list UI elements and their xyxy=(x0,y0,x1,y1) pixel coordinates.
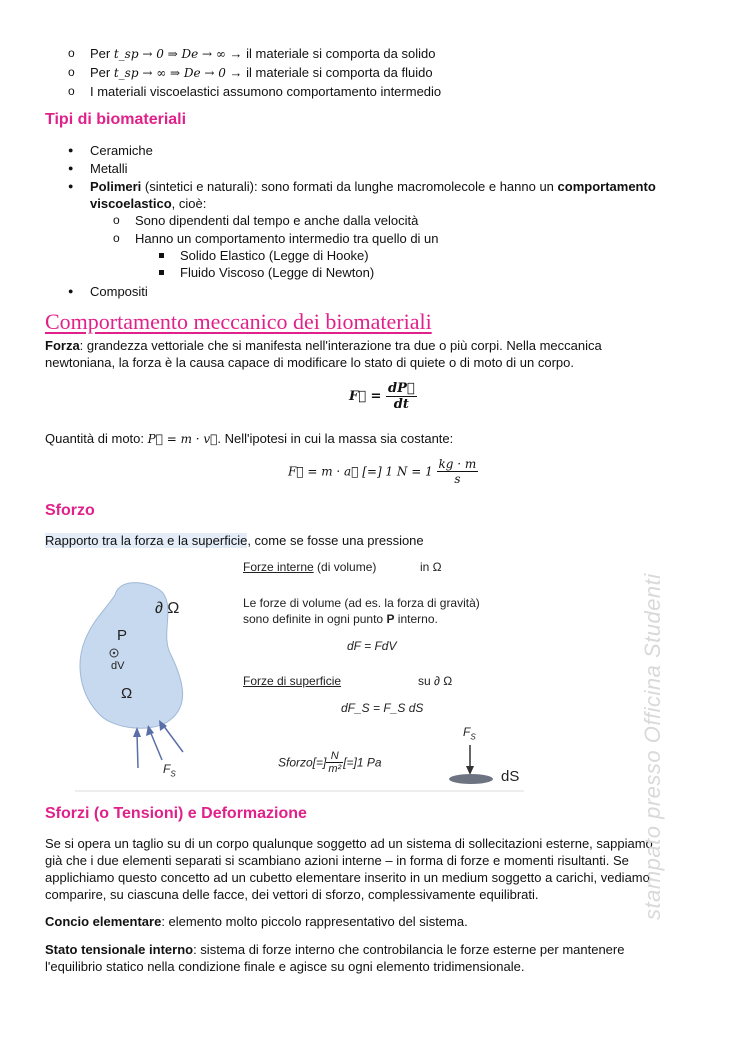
list-item: Polimeri (sintetici e naturali): sono formati da lunghe macromolecole e hanno un comportamento xyxy=(90,179,656,194)
sub-list-item: Sono dipendenti dal tempo e anche dalla velocità xyxy=(135,213,419,228)
surface-equation: dF_S = F_S dS xyxy=(341,701,424,715)
fs-left-label: $F_S$ xyxy=(163,762,176,779)
bullet-dot: ● xyxy=(68,286,74,296)
boundary-label: ∂ Ω xyxy=(155,600,180,617)
list-item-continued: viscoelastico, cioè: xyxy=(90,196,207,211)
point-label: P xyxy=(117,627,128,644)
bullet-dot: ● xyxy=(68,181,74,191)
paragraph-line: Se si opera un taglio su di un corpo qualunque soggetto ad un sistema di sollecitazioni esterne, sappiamo xyxy=(45,836,653,851)
highlighted-text: Rapporto tra la forza e la superficie xyxy=(45,533,248,548)
chapter-title: Comportamento meccanico dei biomateriali xyxy=(45,309,432,334)
paragraph: l'equilibrio statico nella condizione finale e agisce su ogni elemento tridimensionale. xyxy=(45,959,525,974)
surface-disc xyxy=(449,774,493,784)
section-heading: Sforzo xyxy=(45,502,95,519)
bullet-circle: o xyxy=(113,231,120,245)
forze-superficie-label: Forze di superficie xyxy=(243,674,342,688)
su-omega-label: su ∂ Ω xyxy=(418,674,453,688)
list-item: Compositi xyxy=(90,284,148,299)
paragraph-line: già che i due elementi separati si scambiano azioni interne – in forma di forze e momenti risultanti. Se xyxy=(45,853,629,868)
bullet-circle: o xyxy=(113,213,120,227)
subsub-list-item: Fluido Viscoso (Legge di Newton) xyxy=(180,265,375,280)
sub-list-item: Hanno un comportamento intermedio tra quello di un xyxy=(135,231,439,246)
watermark: stampato presso Officina Studenti xyxy=(640,573,665,920)
bullet-square xyxy=(159,270,164,275)
in-omega-label: in Ω xyxy=(420,560,442,574)
paragraph: Forza: grandezza vettoriale che si manifesta nell'interazione tra due o più corpi. Nella meccanica xyxy=(45,338,602,353)
bullet-circle: o xyxy=(68,84,75,98)
list-item: Ceramiche xyxy=(90,143,153,158)
paragraph-line: applichiamo questo concetto ad un cubetto elementare inserito in un medium soggetto a carichi, vediamo xyxy=(45,870,650,885)
ds-label: dS xyxy=(501,768,520,785)
sforzo-unit-equation: Sforzo[=] $\frac{N}{\text{m²}}$ [=]1 Pa xyxy=(278,750,382,775)
volume-desc-2: sono definite in ogni punto P interno. xyxy=(243,612,438,626)
bullet-dot: ● xyxy=(68,145,74,155)
fs-right-label: $F_S$ xyxy=(463,725,476,742)
equation-force: F⃗ = $\frac{dP⃗}{dt}$ xyxy=(349,381,415,412)
stress-figure xyxy=(75,555,530,793)
forze-interne-label: Forze interne (di volume) xyxy=(243,560,377,574)
section-heading: Sforzi (o Tensioni) e Deformazione xyxy=(45,805,307,822)
list-item: Per t_sp → 0 ⇒ De → ∞ → il materiale si comporta da solido xyxy=(90,46,436,61)
equation-newton: F⃗ = m · a⃗ [=] 1 N = 1 $\frac{kg \cdot m}{s}$ xyxy=(288,457,477,486)
paragraph: Rapporto tra la forza e la superficie, come se fosse una pressione xyxy=(45,533,424,548)
volume-desc: Le forze di volume (ad es. la forza di gravità) xyxy=(243,596,480,610)
section-heading: Tipi di biomateriali xyxy=(45,111,187,128)
paragraph-line: comparire, su ciascuna delle facce, dei vettori di sforzo, complessivamente equilibrati. xyxy=(45,887,539,902)
paragraph: Stato tensionale interno: sistema di forze interno che controbilancia le forze esterne per mantenere xyxy=(45,942,625,957)
paragraph: newtoniana, la forza è la causa capace di modificare lo stato di quiete o di moto di un corpo. xyxy=(45,355,574,370)
subsub-list-item: Solido Elastico (Legge di Hooke) xyxy=(180,248,369,263)
bullet-dot: ● xyxy=(68,163,74,173)
bullet-circle: o xyxy=(68,65,75,79)
paragraph: Concio elementare: elemento molto piccolo rappresentativo del sistema. xyxy=(45,914,468,929)
bullet-circle: o xyxy=(68,46,75,60)
dv-label: dV xyxy=(111,660,125,672)
volume-equation: dF = FdV xyxy=(347,639,397,653)
list-item: Metalli xyxy=(90,161,128,176)
omega-label: Ω xyxy=(121,685,133,702)
bullet-square xyxy=(159,253,164,258)
list-item: Per t_sp → ∞ ⇒ De → 0 → il materiale si comporta da fluido xyxy=(90,65,433,80)
paragraph: Quantità di moto: P⃗ = m · v⃗. Nell'ipotesi in cui la massa sia costante: xyxy=(45,431,454,446)
list-item: I materiali viscoelastici assumono comportamento intermedio xyxy=(90,84,442,99)
